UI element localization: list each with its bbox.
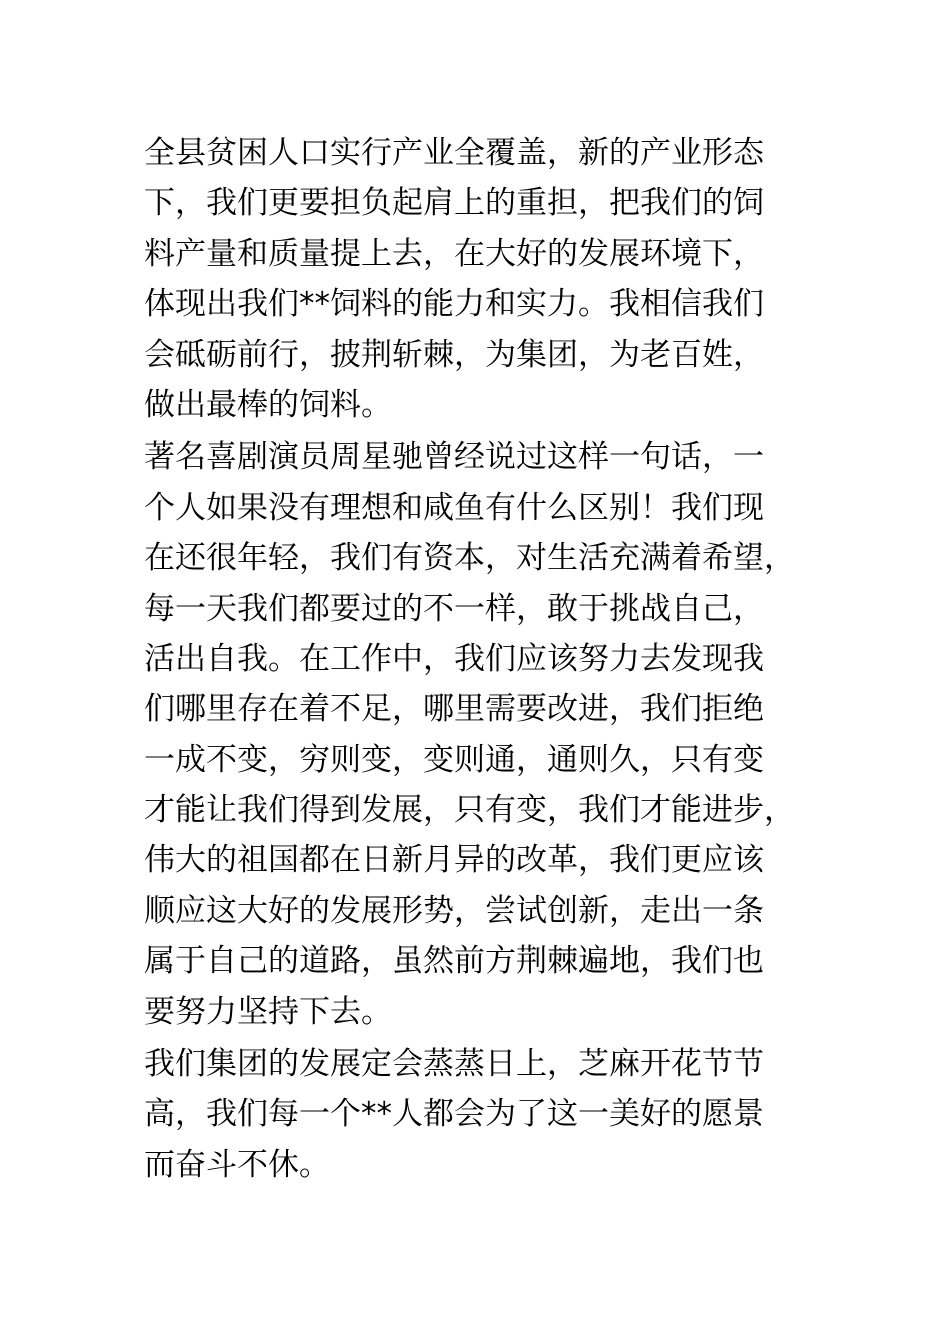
text-line: 料产量和质量提上去，在大好的发展环境下， [144, 235, 764, 272]
text-line: 而奋斗不休。 [144, 1146, 330, 1183]
text-line: 著名喜剧演员周星驰曾经说过这样一句话，一 [144, 439, 764, 476]
text-line: 高，我们每一个**人都会为了这一美好的愿景 [144, 1096, 764, 1133]
text-line: 下，我们更要担负起肩上的重担，把我们的饲 [144, 185, 764, 222]
text-line: 要努力坚持下去。 [144, 993, 392, 1030]
text-line: 伟大的祖国都在日新月异的改革，我们更应该 [144, 842, 764, 879]
text-line: 在还很年轻，我们有资本，对生活充满着希望， [144, 540, 795, 577]
text-line: 每一天我们都要过的不一样，敢于挑战自己， [144, 590, 764, 627]
document-body [144, 128, 804, 1192]
text-line: 活出自我。在工作中，我们应该努力去发现我 [144, 640, 764, 677]
text-line: 体现出我们**饲料的能力和实力。我相信我们 [144, 286, 764, 323]
text-line: 顺应这大好的发展形势，尝试创新，走出一条 [144, 892, 764, 929]
text-line: 做出最棒的饲料。 [144, 386, 392, 423]
text-line: 我们集团的发展定会蒸蒸日上，芝麻开花节节 [144, 1046, 764, 1083]
text-line: 一成不变，穷则变，变则通，通则久，只有变 [144, 741, 764, 778]
text-line: 属于自己的道路，虽然前方荆棘遍地，我们也 [144, 943, 764, 980]
text-line: 个人如果没有理想和咸鱼有什么区别！我们现 [144, 489, 764, 526]
text-line: 才能让我们得到发展，只有变，我们才能进步， [144, 792, 795, 829]
paragraph-2 [144, 432, 804, 1037]
text-line: 们哪里存在着不足，哪里需要改进，我们拒绝 [144, 691, 764, 728]
paragraph-1 [144, 128, 804, 430]
paragraph-3 [144, 1039, 804, 1190]
text-line: 全县贫困人口实行产业全覆盖，新的产业形态 [144, 135, 764, 171]
text-line: 会砥砺前行，披荆斩棘，为集团，为老百姓， [144, 336, 764, 373]
